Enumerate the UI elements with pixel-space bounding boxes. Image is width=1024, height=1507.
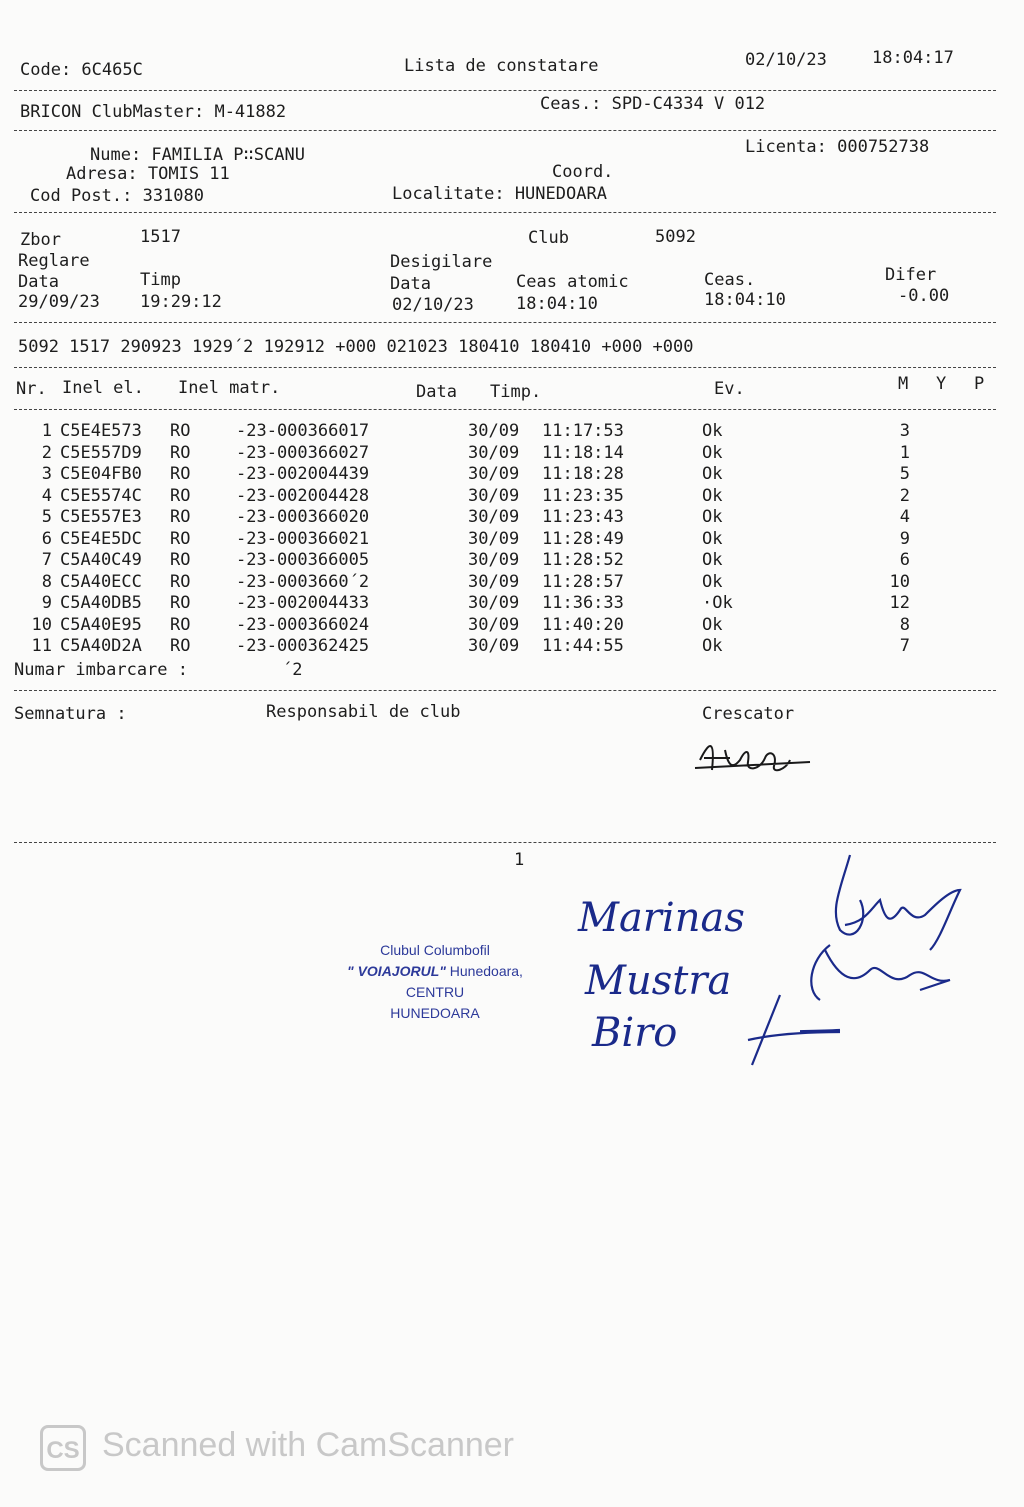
col-data: Data — [416, 382, 457, 402]
row-inel-el: C5A40C49 — [60, 550, 142, 570]
row-country: RO — [170, 442, 191, 463]
signature-label: Semnatura : — [14, 704, 127, 724]
club-number: 5092 — [655, 227, 696, 247]
row-inel-matr: -23-000366027 — [236, 442, 370, 463]
row-date: 30/09 — [468, 636, 520, 656]
col-inel-matr: Inel matr. — [178, 378, 281, 398]
camscanner-logo: CS — [40, 1425, 86, 1471]
row-inel-el: C5E557E3 — [60, 507, 142, 527]
row-time: 11:23:43 — [542, 507, 624, 527]
table-row — [30, 507, 910, 529]
postal-code: Cod Post.: 331080 — [30, 186, 204, 206]
row-inel-matr: -23-0003660´2 — [236, 571, 370, 592]
reglare-label: Reglare — [18, 251, 90, 271]
col-p: P — [974, 374, 985, 394]
row-inel-matr: -23-000362425 — [236, 636, 370, 656]
row-date: 30/09 — [468, 571, 520, 592]
header-time: 18:04:17 — [872, 48, 954, 68]
col-m: M — [898, 374, 909, 394]
row-inel-el: C5E04FB0 — [60, 464, 142, 484]
owner-address: Adresa: TOMIS 11 — [66, 164, 230, 184]
row-date: 30/09 — [468, 442, 520, 463]
clubmaster-id: BRICON ClubMaster: M-41882 — [20, 102, 287, 122]
row-ev: Ok — [702, 421, 723, 441]
stamp-line-2: " VOIAJORUL" Hunedoara, — [347, 963, 523, 979]
row-ev: ·Ok — [702, 593, 733, 613]
row-y: 10 — [889, 571, 910, 592]
row-date: 30/09 — [468, 464, 520, 484]
stamp-line-1: Clubul Columbofil — [380, 942, 490, 958]
row-ev: Ok — [702, 550, 723, 570]
divider — [14, 842, 996, 843]
row-country: RO — [170, 550, 191, 570]
table-row — [30, 529, 910, 551]
table-row — [30, 486, 910, 508]
row-date: 30/09 — [468, 485, 520, 506]
row-inel-el: C5E5574C — [60, 485, 142, 506]
row-time: 11:44:55 — [542, 636, 624, 656]
row-y: 5 — [899, 464, 910, 484]
handwritten-name-1: Marinas — [578, 895, 745, 941]
row-country: RO — [170, 528, 191, 549]
table-row — [30, 550, 910, 572]
row-inel-el: C5E557D9 — [60, 442, 142, 463]
row-inel-el: C5A40ECC — [60, 571, 142, 592]
row-inel-matr: -23-002004439 — [236, 464, 370, 484]
breeder-label: Crescator — [702, 704, 795, 724]
owner-name: Nume: FAMILIA P∷SCANU — [90, 145, 305, 165]
row-time: 11:18:14 — [542, 442, 624, 463]
table-row — [30, 636, 910, 658]
row-nr: 6 — [41, 528, 52, 549]
camscanner-watermark: Scanned with CamScanner — [102, 1426, 515, 1464]
numar-imbarcare-value: ´2 — [282, 660, 303, 680]
row-inel-el: C5A40D2A — [60, 636, 142, 656]
col-timp: Timp. — [490, 382, 542, 402]
table-row — [30, 421, 910, 443]
desig-data-label: Data — [390, 274, 431, 294]
row-inel-matr: -23-000366020 — [236, 507, 370, 527]
row-inel-el: C5A40DB5 — [60, 593, 142, 613]
row-inel-el: C5E4E5DC — [60, 528, 142, 549]
row-ev: Ok — [702, 464, 723, 484]
breeder-signature — [690, 730, 820, 785]
row-nr: 3 — [41, 464, 52, 484]
table-row — [30, 572, 910, 594]
flight-label: Zbor — [20, 230, 61, 250]
row-inel-matr: -23-000366024 — [236, 614, 370, 635]
row-inel-matr: -23-002004428 — [236, 485, 370, 506]
row-nr: 7 — [41, 550, 52, 570]
row-time: 11:36:33 — [542, 593, 624, 613]
reglare-time: 19:29:12 — [140, 292, 222, 312]
locality: Localitate: HUNEDOARA — [392, 184, 607, 204]
col-nr: Nr. — [16, 379, 47, 399]
row-nr: 11 — [31, 636, 52, 656]
stamp-line-3: CENTRU — [405, 984, 465, 1000]
row-nr: 5 — [41, 507, 52, 527]
club-stamp — [310, 940, 560, 1024]
club-label: Club — [528, 228, 569, 248]
desig-clock-time: 18:04:10 — [704, 290, 786, 310]
row-time: 11:17:53 — [542, 421, 624, 441]
code-label: Code: 6C465C — [20, 60, 143, 80]
row-nr: 2 — [41, 442, 52, 463]
row-time: 11:28:57 — [542, 571, 624, 592]
flight-number: 1517 — [140, 227, 181, 247]
difference-label: Difer — [885, 265, 937, 285]
divider — [14, 322, 996, 323]
row-ev: Ok — [702, 507, 723, 527]
row-nr: 1 — [41, 421, 52, 441]
club-responsible-label: Responsabil de club — [266, 702, 461, 722]
results-table — [30, 421, 910, 658]
row-y: 3 — [899, 421, 910, 441]
row-y: 4 — [899, 507, 910, 527]
row-y: 12 — [889, 593, 910, 613]
page-number: 1 — [514, 850, 525, 870]
row-time: 11:23:35 — [542, 485, 624, 506]
divider — [14, 409, 996, 410]
row-inel-matr: -23-000366021 — [236, 528, 370, 549]
row-y: 2 — [899, 485, 910, 506]
row-y: 1 — [899, 442, 910, 463]
col-inel-el: Inel el. — [62, 378, 144, 398]
row-nr: 8 — [41, 571, 52, 592]
row-inel-matr: -23-000366017 — [236, 421, 370, 441]
row-ev: Ok — [702, 614, 723, 635]
row-time: 11:28:52 — [542, 550, 624, 570]
code-line: 5092 1517 290923 1929´2 192912 +000 021023 180410 180410 +000 +000 — [18, 337, 694, 357]
license-number: Licenta: 000752738 — [745, 137, 930, 157]
col-ev: Ev. — [714, 379, 745, 399]
row-y: 8 — [899, 614, 910, 635]
desig-atomic-time: 18:04:10 — [516, 294, 598, 314]
desig-date: 02/10/23 — [392, 295, 474, 315]
col-y: Y — [936, 374, 947, 394]
row-inel-matr: -23-000366005 — [236, 550, 370, 570]
row-ev: Ok — [702, 571, 723, 592]
row-date: 30/09 — [468, 614, 520, 635]
row-y: 7 — [899, 636, 910, 656]
row-date: 30/09 — [468, 550, 520, 570]
row-country: RO — [170, 593, 191, 613]
row-nr: 4 — [41, 485, 52, 506]
difference-value: -0.00 — [898, 286, 950, 306]
row-country: RO — [170, 614, 191, 635]
row-nr: 9 — [41, 593, 52, 613]
clock-id: Ceas.: SPD-C4334 V 012 — [540, 94, 766, 114]
document-title: Lista de constatare — [404, 56, 599, 76]
row-date: 30/09 — [468, 593, 520, 613]
table-row — [30, 464, 910, 486]
row-ev: Ok — [702, 442, 723, 463]
numar-imbarcare-label: Numar imbarcare : — [14, 660, 188, 680]
row-time: 11:40:20 — [542, 614, 624, 635]
table-row — [30, 615, 910, 637]
row-time: 11:18:28 — [542, 464, 624, 484]
handwritten-name-3: Biro — [592, 1010, 678, 1056]
row-time: 11:28:49 — [542, 528, 624, 549]
divider — [14, 130, 996, 131]
divider — [14, 367, 996, 368]
header-date: 02/10/23 — [745, 50, 827, 70]
row-nr: 10 — [31, 614, 52, 635]
reglare-data-label: Data — [18, 272, 59, 292]
row-date: 30/09 — [468, 528, 520, 549]
divider — [14, 90, 996, 91]
row-y: 6 — [899, 550, 910, 570]
table-row — [30, 593, 910, 615]
reglare-timp-label: Timp — [140, 270, 181, 290]
handwritten-name-2: Mustra — [585, 958, 732, 1004]
row-ev: Ok — [702, 528, 723, 549]
row-date: 30/09 — [468, 421, 520, 441]
clock-label: Ceas. — [704, 270, 756, 290]
row-y: 9 — [899, 528, 910, 549]
row-country: RO — [170, 421, 191, 441]
row-ev: Ok — [702, 485, 723, 506]
divider — [14, 690, 996, 691]
row-inel-el: C5E4E573 — [60, 421, 142, 441]
row-ev: Ok — [702, 636, 723, 656]
row-date: 30/09 — [468, 507, 520, 527]
desigilare-label: Desigilare — [390, 252, 493, 272]
row-country: RO — [170, 485, 191, 506]
row-inel-matr: -23-002004433 — [236, 593, 370, 613]
atomic-clock-label: Ceas atomic — [516, 272, 629, 292]
handwritten-initial — [740, 990, 850, 1070]
table-row — [30, 443, 910, 465]
row-country: RO — [170, 636, 191, 656]
stamp-line-4: HUNEDOARA — [390, 1005, 480, 1021]
divider — [14, 212, 996, 213]
reglare-date: 29/09/23 — [18, 292, 100, 312]
row-inel-el: C5A40E95 — [60, 614, 142, 635]
coord-label: Coord. — [552, 162, 614, 182]
row-country: RO — [170, 507, 191, 527]
row-country: RO — [170, 464, 191, 484]
row-country: RO — [170, 571, 191, 592]
